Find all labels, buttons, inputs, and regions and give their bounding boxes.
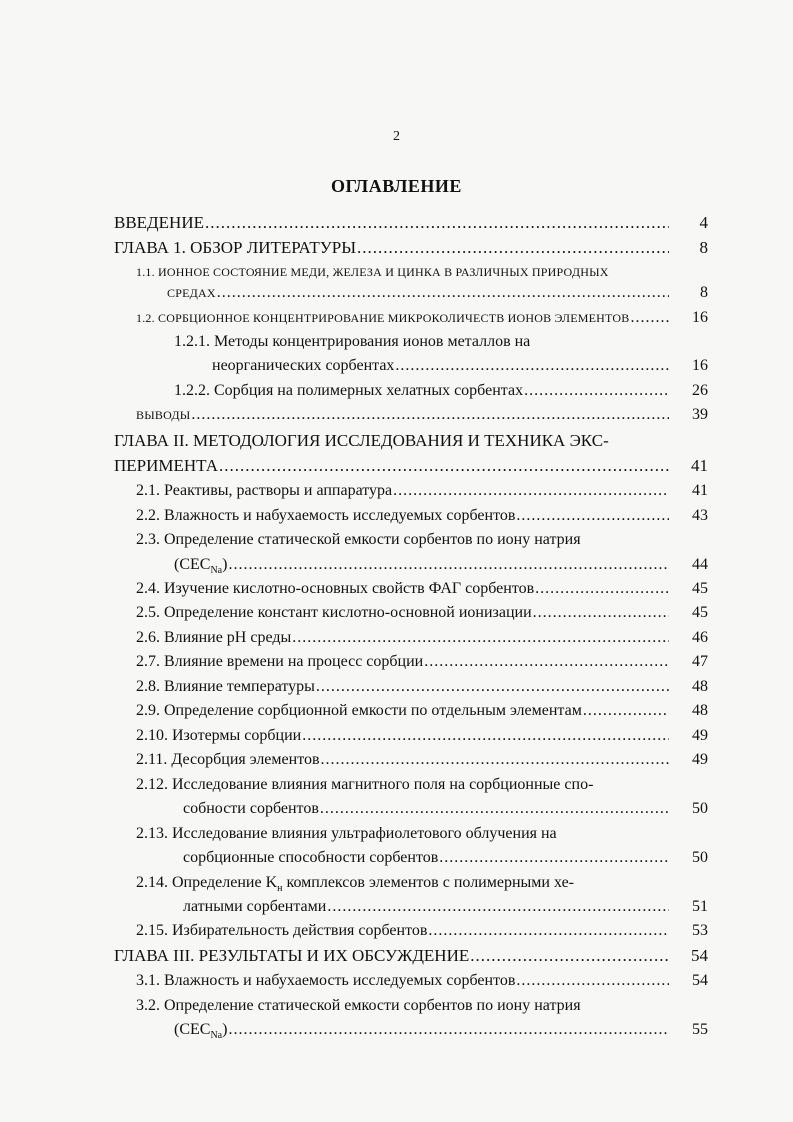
toc-page-number: 39	[692, 406, 708, 423]
toc-entry-title: 2.4. Изучение кислотно-основных свойств ФАГ сорбентов	[136, 580, 535, 597]
toc-entry-2-12-line1: 2.12. Исследование влияния магнитного поля на сорбционные спо-	[136, 776, 594, 793]
toc-entry-title: СРЕДАХ	[167, 286, 216, 300]
toc-entry-title: 2.7. Влияние времени на процесс сорбции	[136, 653, 424, 670]
toc-page-number: 55	[692, 1021, 708, 1038]
toc-entry-2-14-line2	[183, 898, 708, 916]
toc-entry-2-15	[136, 922, 708, 940]
toc-entry-3-2-line1: 3.2. Определение статической емкости сорбентов по иону натрия	[136, 997, 581, 1014]
toc-entry-2-2	[136, 507, 708, 525]
toc-page-number: 45	[692, 604, 708, 621]
toc-entry-chapter-3	[114, 946, 708, 966]
page-number: 2	[393, 129, 400, 144]
toc-entry-1-2	[136, 309, 708, 327]
toc-page-number: 4	[699, 213, 708, 232]
toc-page-number: 49	[692, 751, 708, 768]
toc-entry-title: 2.8. Влияние температуры	[136, 678, 315, 695]
page-title: ОГЛАВЛЕНИЕ	[331, 176, 462, 196]
toc-page-number: 26	[692, 382, 708, 399]
toc-entry-2-3-line2	[174, 556, 708, 576]
toc-entry-title: $(CEC_{Na})$	[174, 556, 228, 577]
toc-page-number: 8	[700, 284, 708, 301]
toc-page-number: 16	[692, 357, 708, 374]
toc-page-number: 54	[692, 972, 708, 989]
toc-page-number: 43	[692, 507, 708, 524]
toc-entry-1-1-line1: 1.1. ИОННОЕ СОСТОЯНИЕ МЕДИ, ЖЕЛЕЗА И ЦИНКА В РАЗЛИЧНЫХ ПРИРОДНЫХ	[136, 265, 609, 279]
toc-entry-chapter-1	[114, 238, 708, 258]
toc-entry-title: 2.9. Определение сорбционной емкости по отдельным элементам	[136, 702, 582, 719]
toc-entry-2-12-line2	[183, 800, 708, 818]
toc-page-number: 51	[692, 898, 708, 915]
toc-entry-title: 3.1. Влажность и набухаемость исследуемых сорбентов	[136, 972, 516, 989]
toc-page-number: 41	[692, 482, 708, 499]
toc-entry-title: 2.2. Влажность и набухаемость исследуемых сорбентов	[136, 507, 516, 524]
toc-entry-title: ПЕРИМЕНТА	[114, 456, 218, 475]
toc-entry-title: неорганических сорбентах	[212, 357, 395, 374]
toc-entry-2-14-line1: 2.14. Определение $K_н$ комплексов элементов с полимерными хе-	[136, 874, 574, 895]
toc-entry-3-2-line2	[174, 1021, 708, 1041]
toc-entry-2-9	[136, 702, 708, 720]
toc-page-number: 47	[692, 653, 708, 670]
toc-entry-title: ВВЕДЕНИЕ	[114, 213, 204, 232]
toc-entry-title: 2.15. Избирательность действия сорбентов	[136, 922, 428, 939]
toc-entry-2-3-line1: 2.3. Определение статической емкости сорбентов по иону натрия	[136, 531, 581, 548]
toc-page-number: 53	[692, 922, 708, 939]
toc-entry-chapter-2-line2	[114, 456, 708, 476]
toc-entry-title: ВЫВОДЫ	[136, 408, 191, 422]
toc-page-number: 48	[692, 678, 708, 695]
toc-entry-title: 2.5. Определение констант кислотно-основной ионизации	[136, 604, 532, 621]
toc-page-number: 44	[692, 556, 708, 573]
toc-page-number: 50	[692, 800, 708, 817]
toc-page-number: 41	[691, 456, 708, 475]
toc-entry-2-1	[136, 482, 708, 500]
toc-entry-2-5	[136, 604, 708, 622]
toc-entry-1-2-1-line1: 1.2.1. Методы концентрирования ионов металлов на	[174, 333, 531, 350]
toc-entry-chapter-2-line1: ГЛАВА II. МЕТОДОЛОГИЯ ИССЛЕДОВАНИЯ И ТЕХНИКА ЭКС-	[114, 431, 609, 450]
toc-entry-1-2-1-line2	[212, 357, 708, 375]
toc-entry-1-1-line2	[167, 284, 708, 302]
toc-page-number: 16	[692, 309, 708, 326]
toc-page-number: 49	[692, 727, 708, 744]
toc-entry-2-10	[136, 727, 708, 745]
toc-entry-1-2-2	[174, 382, 708, 400]
toc-page-number: 48	[692, 702, 708, 719]
toc-entry-conclusions	[136, 406, 708, 424]
toc-entry-2-13-line1: 2.13. Исследование влияния ультрафиолетового облучения на	[136, 825, 557, 842]
toc-entry-title: 2.6. Влияние pH среды	[136, 629, 292, 646]
toc-entry-2-8	[136, 678, 708, 696]
toc-entry-title: собности сорбентов	[183, 800, 319, 817]
toc-entry-intro	[114, 213, 708, 233]
toc-entry-title: латными сорбентами	[183, 898, 327, 915]
toc-entry-title: сорбционные способности сорбентов	[183, 849, 439, 866]
toc-entry-title: 1.2.2. Сорбция на полимерных хелатных сорбентах	[174, 382, 524, 399]
toc-entry-title: ГЛАВА III. РЕЗУЛЬТАТЫ И ИХ ОБСУЖДЕНИЕ	[114, 946, 470, 965]
toc-entry-title: 2.11. Десорбция элементов	[136, 751, 320, 768]
toc-entry-title: ГЛАВА 1. ОБЗОР ЛИТЕРАТУРЫ	[114, 238, 357, 257]
toc-page-number: 50	[692, 849, 708, 866]
toc-entry-title: 2.1. Реактивы, растворы и аппаратура	[136, 482, 393, 499]
toc-entry-title: 2.10. Изотермы сорбции	[136, 727, 302, 744]
toc-entry-2-11	[136, 751, 708, 769]
toc-entry-2-4	[136, 580, 708, 598]
toc-entry-title: 1.2. СОРБЦИОННОЕ КОНЦЕНТРИРОВАНИЕ МИКРОКОЛИЧЕСТВ ИОНОВ ЭЛЕМЕНТОВ	[136, 311, 630, 325]
toc-page-number: 8	[699, 238, 708, 257]
toc-entry-2-6	[136, 629, 708, 647]
toc-page-number: 54	[691, 946, 708, 965]
toc-entry-2-13-line2	[183, 849, 708, 867]
toc-page-number: 46	[692, 629, 708, 646]
toc-entry-2-7	[136, 653, 708, 671]
toc-entry-title: $(CEC_{Na})$	[174, 1021, 228, 1042]
toc-entry-3-1	[136, 972, 708, 990]
toc-page-number: 45	[692, 580, 708, 597]
